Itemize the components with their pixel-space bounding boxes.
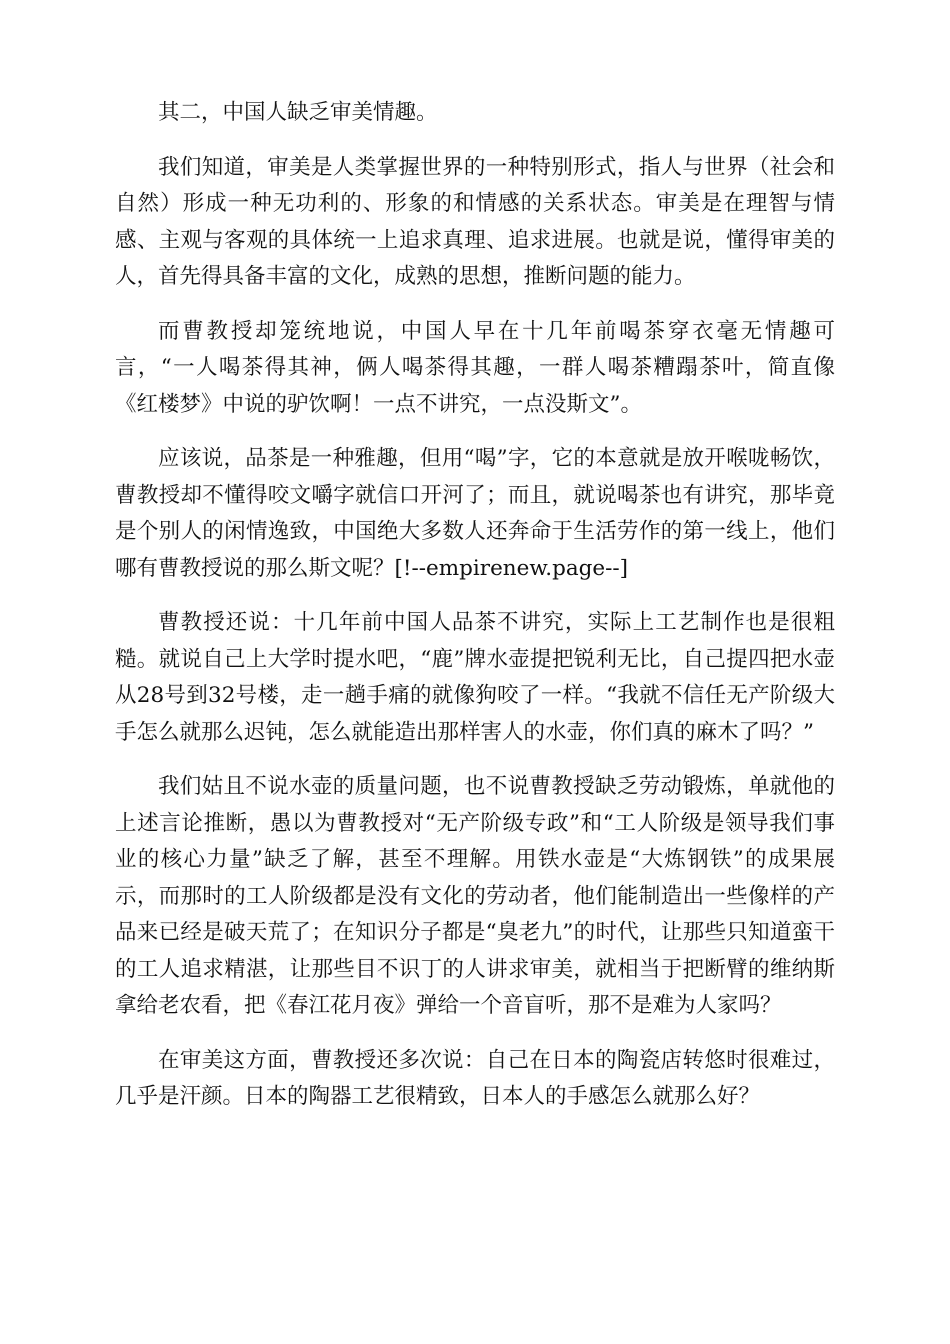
paragraph-heading-point-two: 其二，中国人缺乏审美情趣。	[158, 100, 438, 125]
paragraph-tea-rebuttal: 应该说，品茶是一种雅趣，但用“喝”字，它的本意就是放开喉咙畅饮，曹教授却不懂得咬文嚼字就信口开河了；而且，就说喝茶也有讲究，那毕竟是个别人的闲情逸致，中国绝大多数人还奔命于生活劳作的第一线上，他们哪有曹教授说的那么斯文呢？[!--empirenew.page--]	[115, 446, 835, 581]
paragraph-aesthetics-definition: 我们知道，审美是人类掌握世界的一种特别形式，指人与世界（社会和自然）形成一种无功利的、形象的和情感的关系状态。审美是在理智与情感、主观与客观的具体统一上追求真理、追求进展。也就是说，懂得审美的人，首先得具备丰富的文化，成熟的思想，推断问题的能力。	[115, 154, 835, 289]
paragraph-working-class: 我们姑且不说水壶的质量问题，也不说曹教授缺乏劳动锻炼，单就他的上述言论推断，愚以为曹教授对“无产阶级专政”和“工人阶级是领导我们事业的核心力量”缺乏了解，甚至不理解。用铁水壶是“大炼钢铁”的成果展示，而那时的工人阶级都是没有文化的劳动者，他们能制造出一些像样的产品来已经是破天荒了；在知识分子都是“臭老九”的时代，让那些只知道蛮干的工人追求精湛，让那些目不识丁的人讲求审美，就相当于把断臂的维纳斯拿给老农看，把《春江花月夜》弹给一个音盲听，那不是难为人家吗？	[115, 774, 835, 1018]
paragraph-kettle-story: 曹教授还说：十几年前中国人品茶不讲究，实际上工艺制作也是很粗糙。就说自己上大学时提水吧，“鹿”牌水壶提把锐利无比，自己提四把水壶从28号到32号楼，走一趟手痛的就像狗咬了一样。“我就不信任无产阶级大手怎么就那么迟钝，怎么就能造出那样害人的水壶，你们真的麻木了吗？”	[115, 610, 835, 745]
paragraph-tea-quote: 而曹教授却笼统地说，中国人早在十几年前喝茶穿衣毫无情趣可言，“一人喝茶得其神，俩人喝茶得其趣，一群人喝茶糟蹋茶叶，简直像《红楼梦》中说的驴饮啊！一点不讲究，一点没斯文”。	[115, 318, 835, 417]
document-body	[115, 95, 835, 1134]
paragraph-japan-pottery: 在审美这方面，曹教授还多次说：自己在日本的陶瓷店转悠时很难过，几乎是汗颜。日本的陶器工艺很精致，日本人的手感怎么就那么好？	[115, 1047, 835, 1109]
